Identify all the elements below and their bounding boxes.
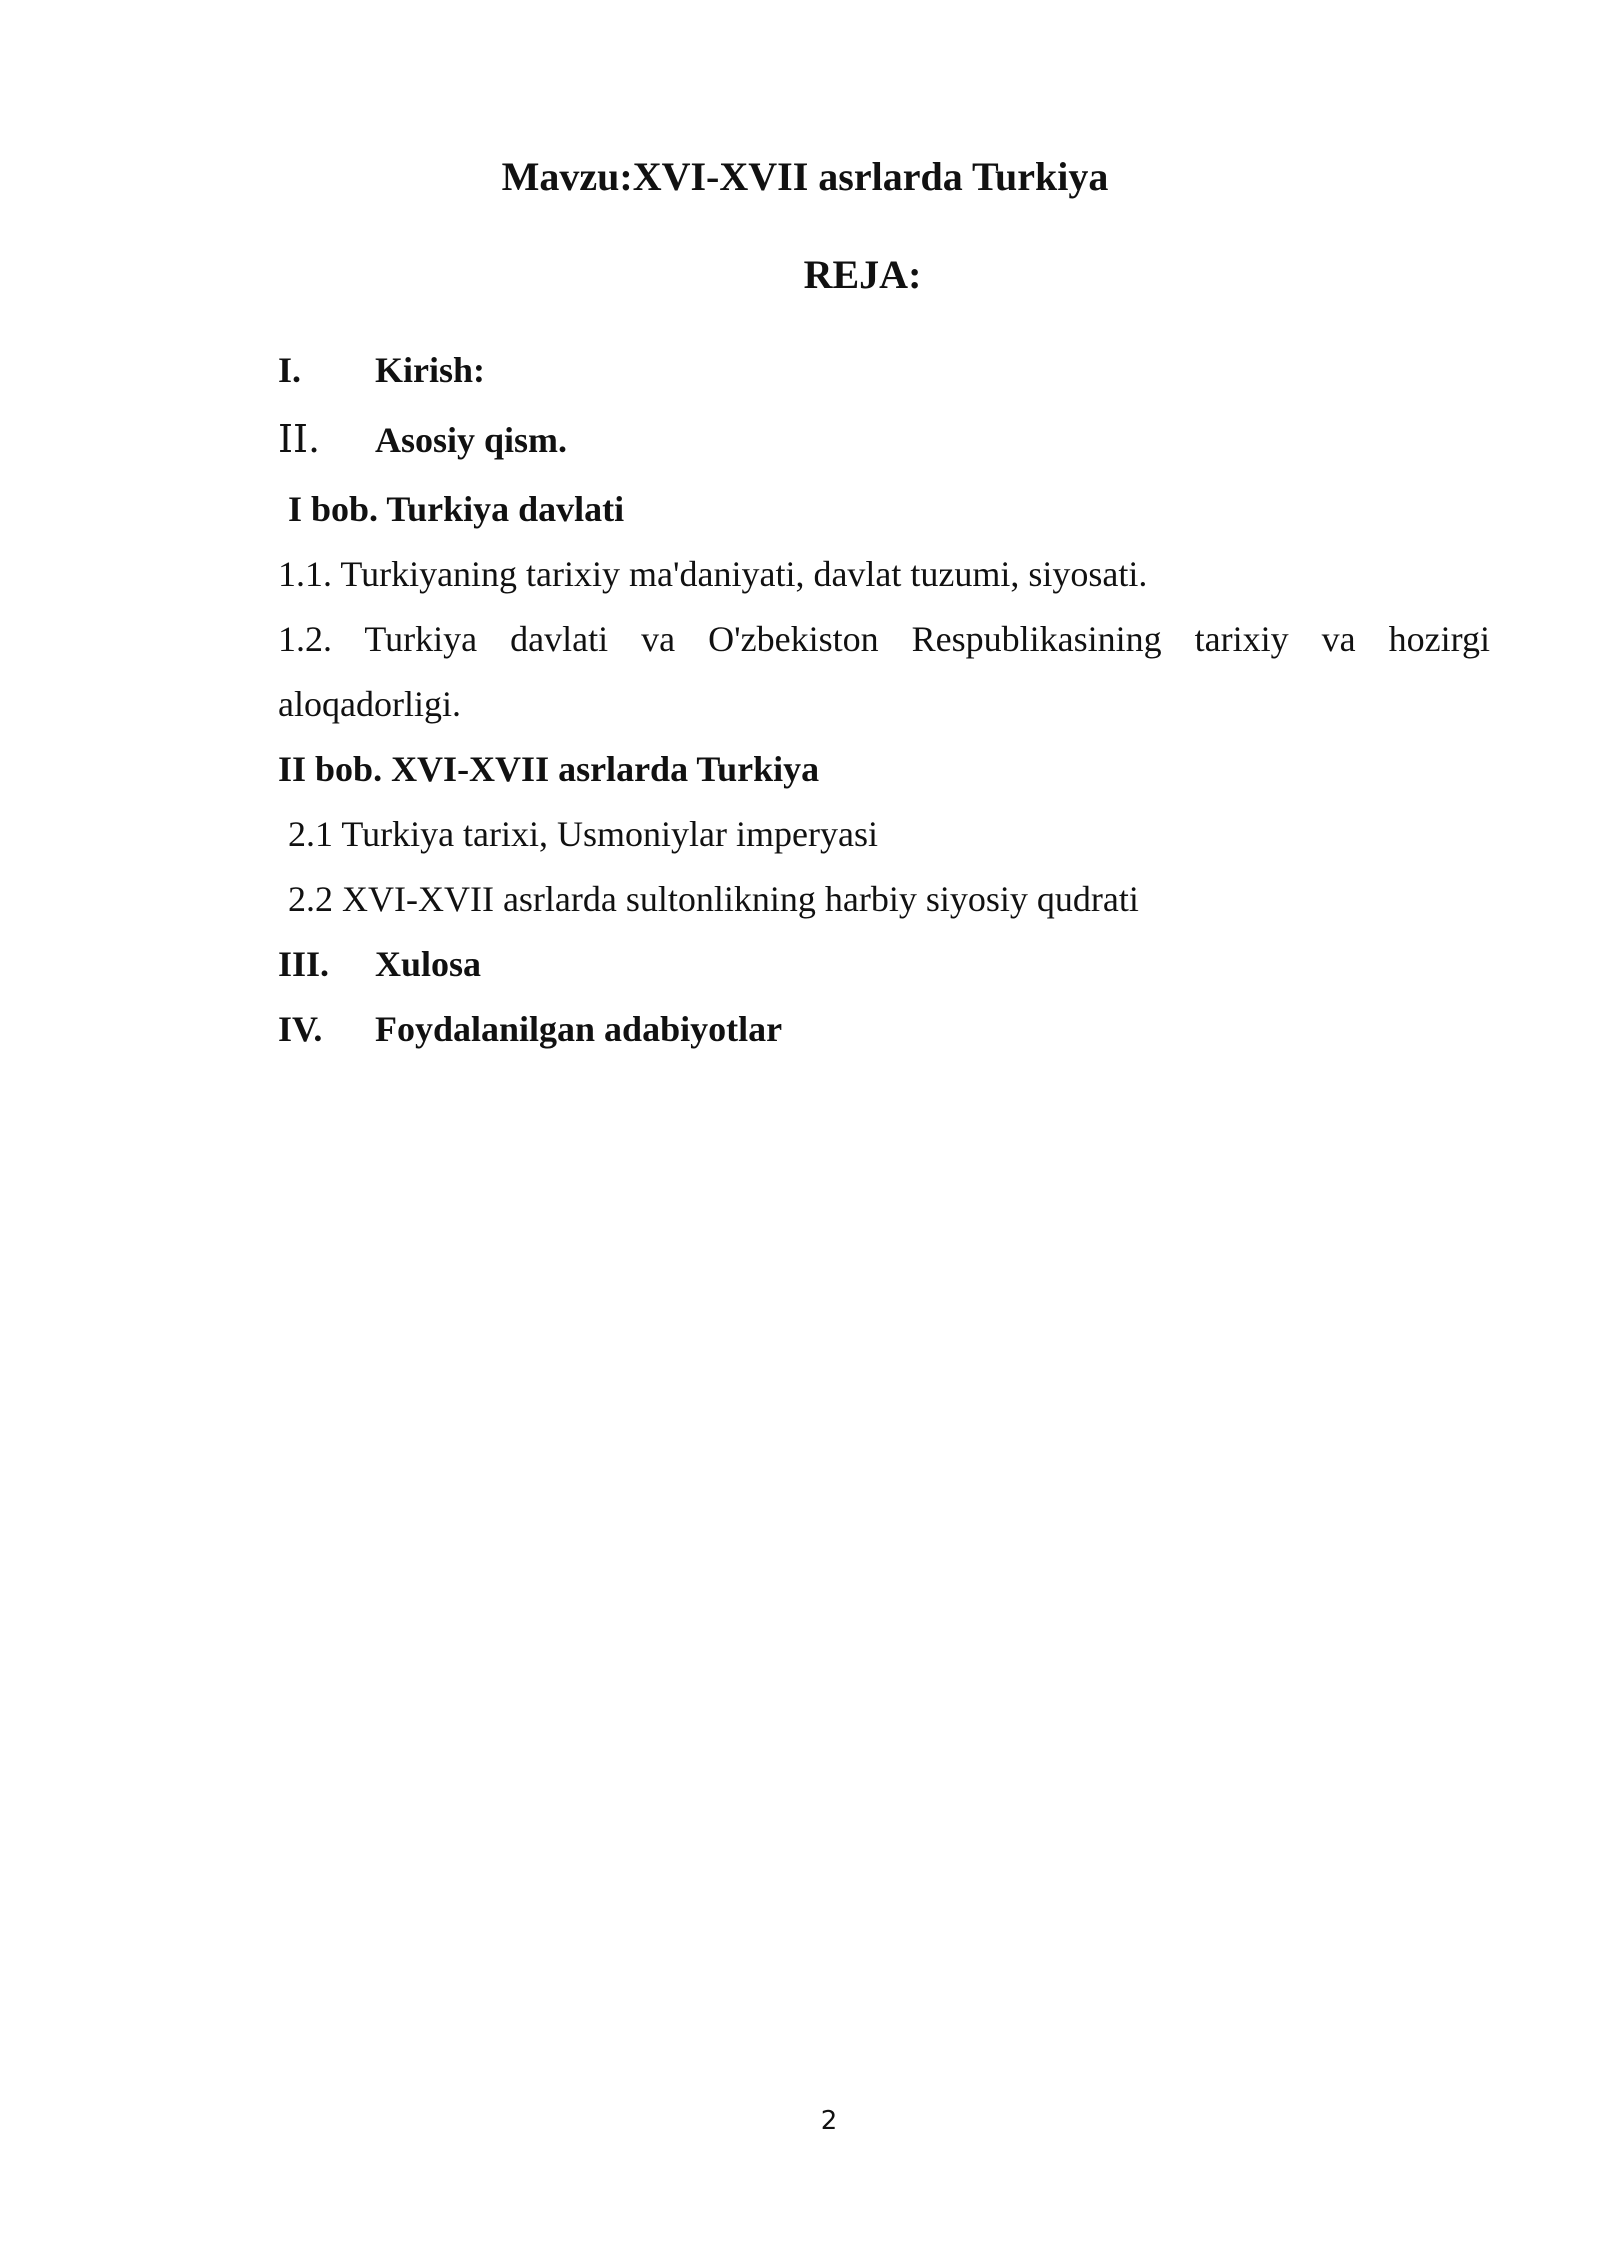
document-title: Mavzu:XVI-XVII asrlarda Turkiya bbox=[501, 154, 1109, 199]
plan-item-number: I. bbox=[278, 350, 302, 390]
plan-item-references bbox=[278, 1004, 1490, 1054]
plan-heading: REJA: bbox=[803, 252, 922, 297]
plan-item-number: III. bbox=[278, 944, 330, 984]
plan-item-introduction bbox=[278, 345, 1490, 395]
chapter-1-heading: I bob. Turkiya davlati bbox=[288, 489, 625, 529]
plan-item-main-part bbox=[278, 414, 1490, 465]
section-1-2-line-1: 1.2. Turkiya davlati va O'zbekiston Respublikasining tarixiy va hozirgi bbox=[278, 619, 1490, 659]
plan-item-conclusion bbox=[278, 939, 1490, 989]
plan-item-label: Foydalanilgan adabiyotlar bbox=[375, 1009, 783, 1049]
section-1-2-line-2: aloqadorligi. bbox=[278, 684, 461, 724]
plan-item-number: IV. bbox=[278, 1009, 323, 1049]
section-2-2: 2.2 XVI-XVII asrlarda sultonlikning harbiy siyosiy qudrati bbox=[288, 879, 1139, 919]
plan-item-label: Kirish: bbox=[375, 350, 486, 390]
chapter-2-heading: II bob. XVI-XVII asrlarda Turkiya bbox=[278, 749, 820, 789]
plan-item-label: Asosiy qism. bbox=[375, 420, 568, 460]
page-number: 2 bbox=[820, 2106, 838, 2136]
plan-item-number: II. bbox=[278, 417, 321, 461]
section-1-1: 1.1. Turkiyaning tarixiy ma'daniyati, davlat tuzumi, siyosati. bbox=[278, 554, 1148, 594]
plan-item-label: Xulosa bbox=[375, 944, 482, 984]
section-2-1: 2.1 Turkiya tarixi, Usmoniylar imperyasi bbox=[288, 814, 878, 854]
